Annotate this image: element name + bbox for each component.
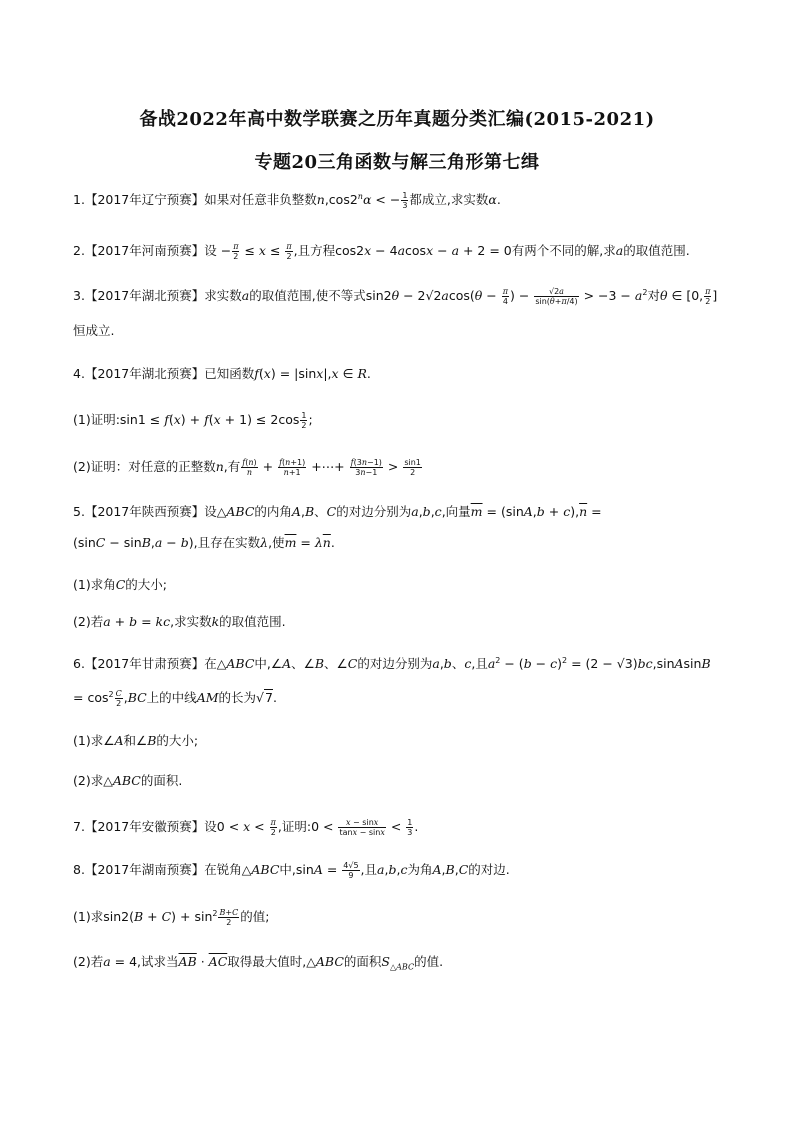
problem-4-part-1: (1)证明:sin1 ≤ f(x) + f(x + 1) ≤ 2cos $\frac{1}{2}$ ; [73,411,313,430]
problem-7: 7.【2017年安徽预赛】设0 < x < $\frac{\pi}{2}$ ,证明:0 < $\frac{x - \sin x}{\tan x - \sin x}$ < $\frac{1}{3}$ . [73,818,419,837]
problem-3-cont: 恒成立. [73,323,115,338]
problem-6-part-1: (1)求∠A和∠B的大小; [73,733,199,748]
problem-8: 8.【2017年湖南预赛】在锐角△ABC中,sinA = $\frac{4√5}{9}$ ,且a,b,c为角A,B,C的对边. [73,861,510,880]
problem-4: 4.【2017年湖北预赛】已知函数f(x) = |sinx|,x ∈ R. [73,366,371,381]
problem-5-part-1: (1)求角C的大小; [73,577,168,592]
problem-2: 2.【2017年河南预赛】设 − $\frac{\pi}{2}$ ≤ x ≤ $\frac{\pi}{2}$ ,且方程cos2x − 4acosx − a + 2 = 0有两个不同的解,求a的取值范围. [73,242,690,261]
problem-6: 6.【2017年甘肃预赛】在△ABC中,∠A、∠B、∠C的对边分别为a,b、c,且$a^2 - (b - c)^2 = (2$ − √3)bc,sinAsinB [73,655,711,671]
problem-8-part-1: (1)求$\sin 2(B + C) + \sin^2$ $\frac{B+C}{2}$ 的值; [73,908,270,927]
document-title: 备战2022年高中数学联赛之历年真题分类汇编(2015-2021) [139,109,655,130]
problem-6-cont: = $\cos^2$ $\frac{C}{2}$ ,BC上的中线AM的长为√7. [73,689,277,708]
problem-8-part-2: (2)若a = 4,试求当$\overline{AB} \cdot \overline{AC}$取得最大值时,△ABC的面积$S_{\triangle ABC}$的值. [73,954,444,972]
problem-5-cont: (sinC − sinB,a − b),且存在实数λ,使$\overline{m} = \lambda\overline{n}$. [73,535,335,550]
document-subtitle: 专题20三角函数与解三角形第七缉 [254,152,540,173]
problem-1: 1.【2017年辽宁预赛】如果对任意非负整数$n,\cos 2^n\alpha$ < − $\frac{1}{3}$ 都成立,求实数α. [73,191,501,210]
problem-5-part-2: (2)若a + b = kc,求实数k的取值范围. [73,614,286,629]
problem-5: 5.【2017年陕西预赛】设△ABC的内角A,B、C的对边分别为a,b,c,向量$\overline{m} = (\sin A,b + c),\overline{n}$ = [73,504,602,519]
problem-6-part-2: (2)求△ABC的面积. [73,773,183,788]
problem-3: 3.【2017年湖北预赛】求实数a的取值范围,使不等式sin2θ − 2√2acos(θ − $\frac{\pi}{4}$ ) − $\frac{√2a}{\sin(\theta+\pi/4)}$ > $-3 - a^2$对θ ∈ [0, $\frac{\pi}{2}$ ] [73,287,718,306]
problem-4-part-2: (2)证明：对任意的正整数n,有 $\frac{f(n)}{n}$ + $\frac{f(n+1)}{n+1}$ +⋯+ $\frac{f(3n-1)}{3n-1}$ > $\frac{\sin 1}{2}$ [73,458,421,477]
